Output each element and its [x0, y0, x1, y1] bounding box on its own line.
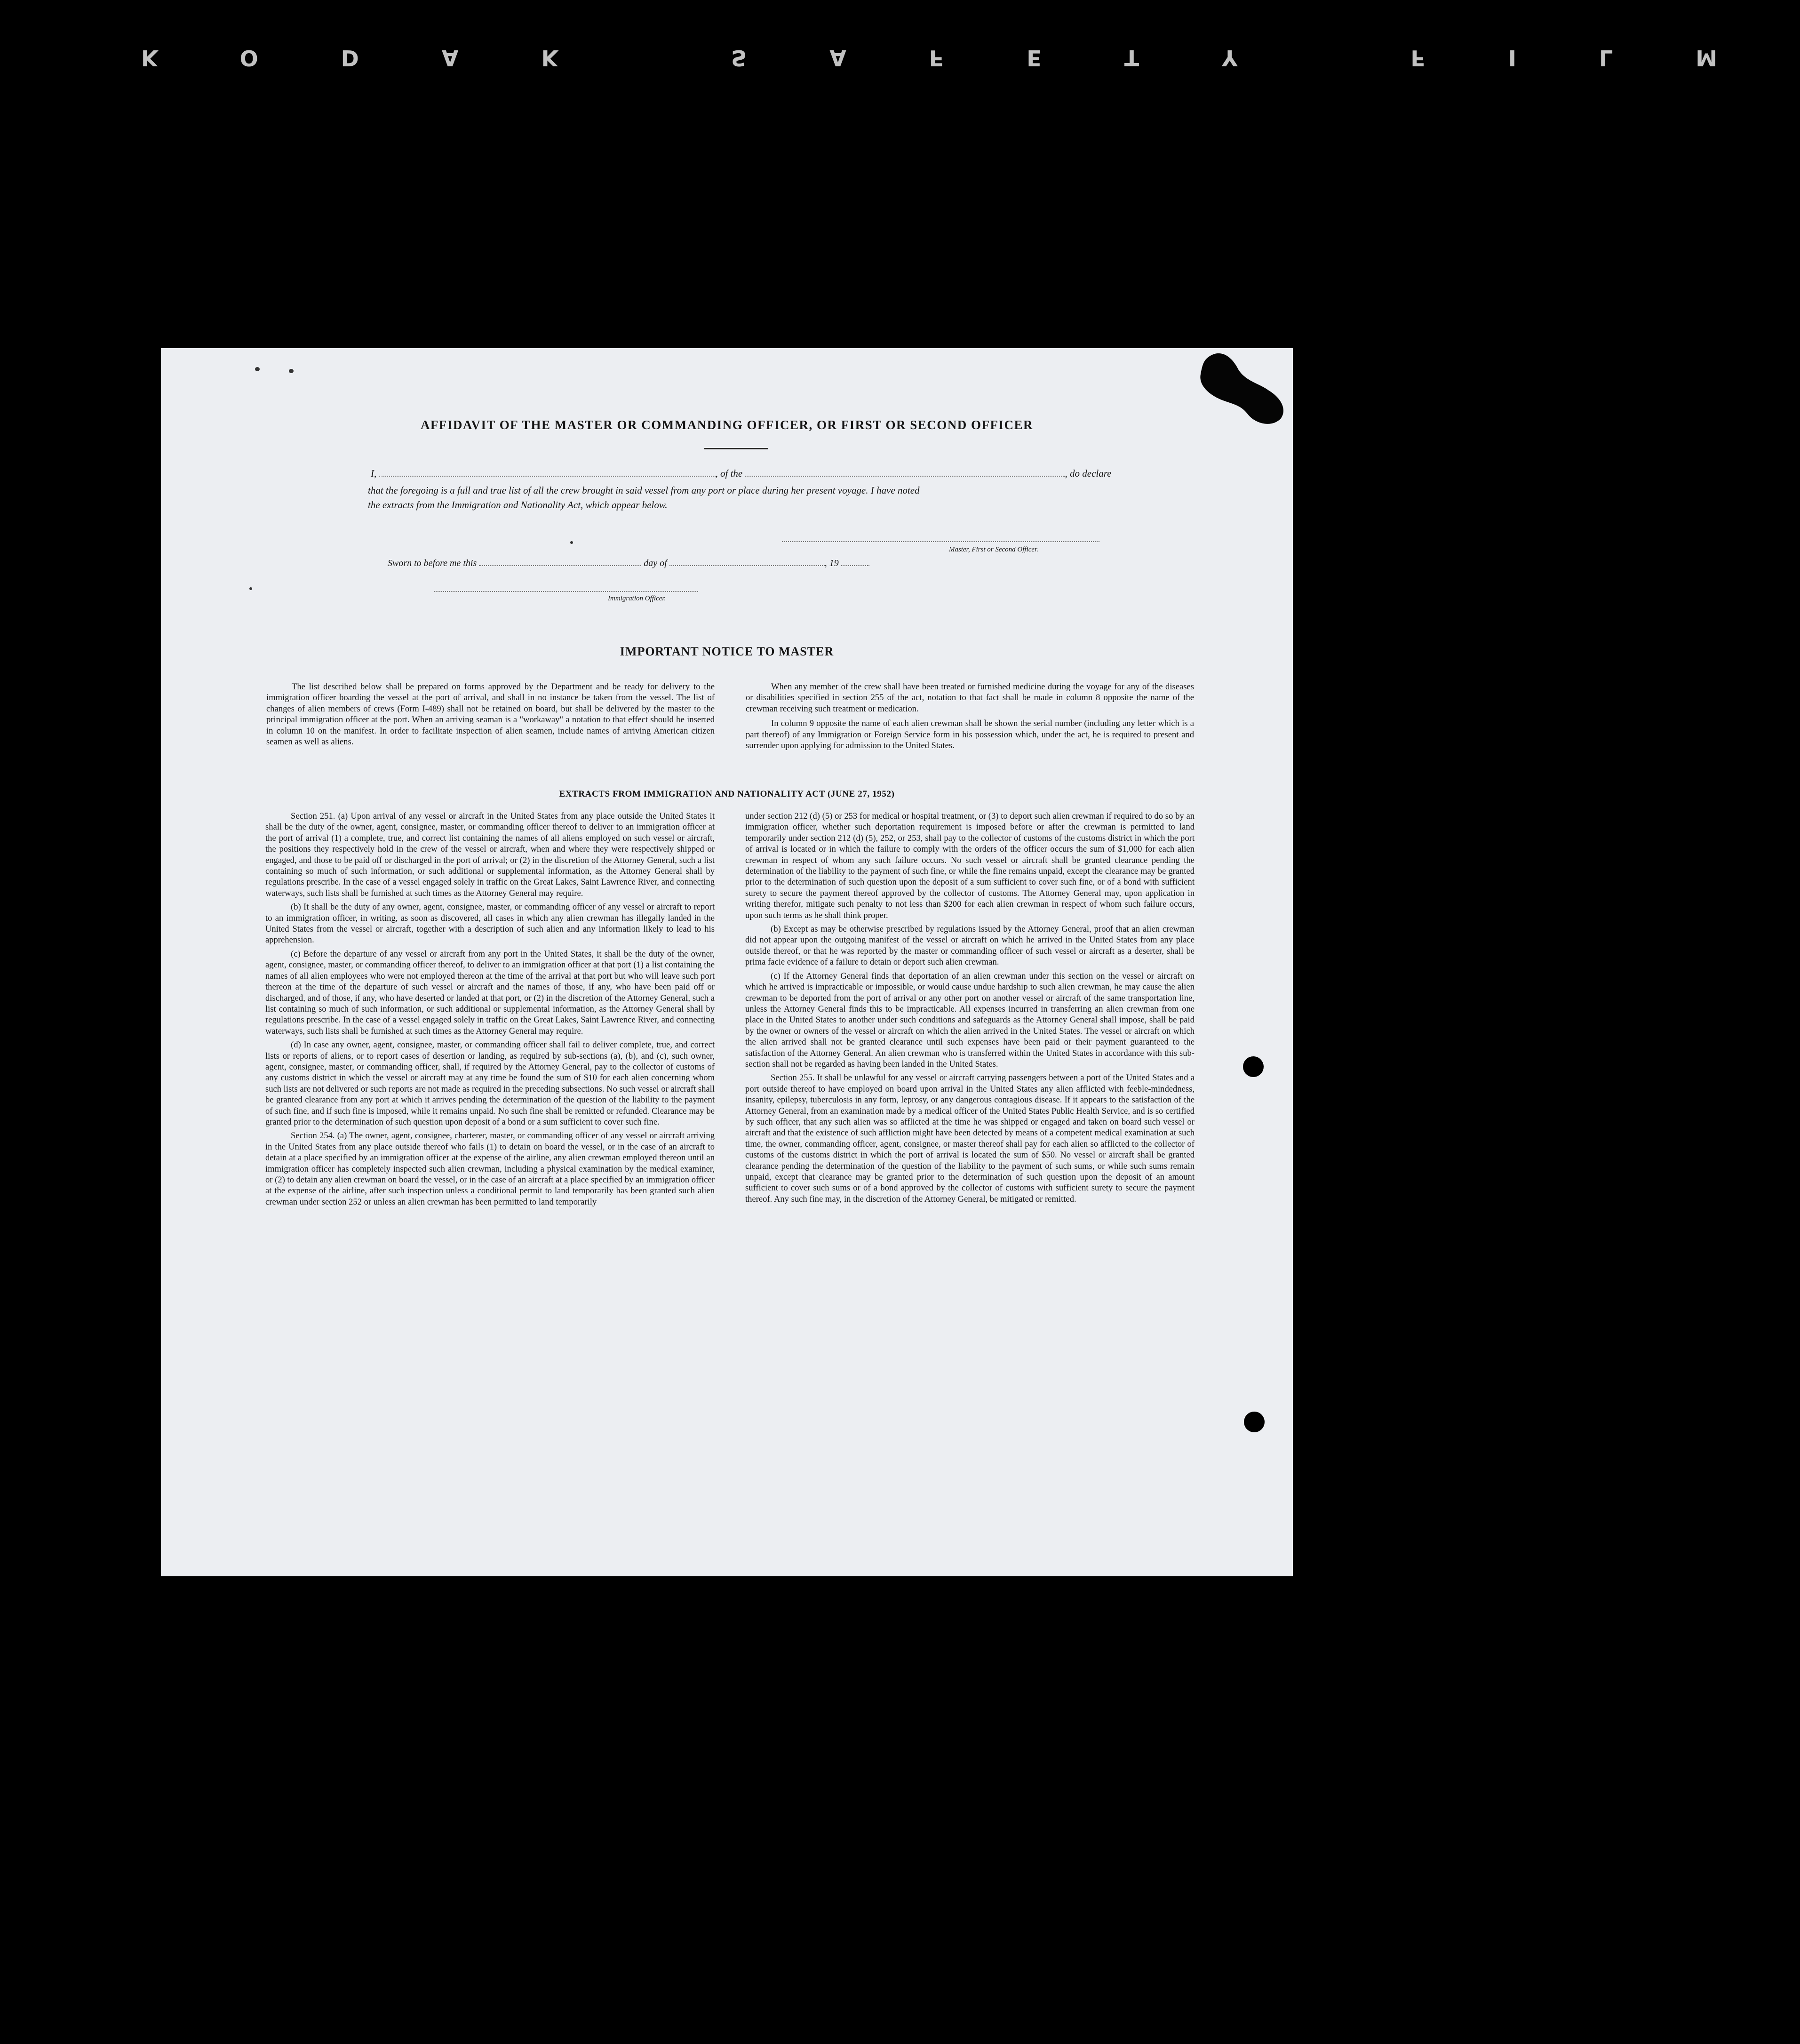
immigration-officer-signature-field[interactable]: [434, 591, 698, 592]
extracts-left-column: [265, 811, 715, 1207]
declarant-prefix: I,: [371, 468, 377, 479]
extracts-title: EXTRACTS FROM IMMIGRATION AND NATIONALITY ACT (JUNE 27, 1952): [559, 789, 895, 799]
speck: [570, 541, 573, 544]
extract-paragraph: (c) Before the departure of any vessel or aircraft from any port in the United States, it shall be the duty of the owner, agent, consignee, master, or commanding officer thereof, to deliver to an immigration officer at that port (1) a list containing the names of all alien employees who were not employed thereon at the time of the arrival at that port but who will leave such port thereon at the time of the departure of such vessel or aircraft and the names of those, if any, who have been paid off or discharged, and of those, if any, who have deserted or landed at that port, or (2) in the discretion of the Attorney General, such a list containing so much of such information, or such additional or supplemental information, as the Attorney General shall by regulations prescribe. In the case of a vessel engaged solely in traffic on the Great Lakes, Saint Lawrence River, and connecting waterways, such lists shall be furnished at such times as the Attorney General may require.: [265, 949, 715, 1036]
extract-paragraph: Section 254. (a) The owner, agent, consignee, charterer, master, or commanding officer of any vessel or aircraft arriving in the United States from any place outside thereof who fails (1) to detain on board the vessel, or in the case of an aircraft to detain at a place specified by an immigration officer at the expense of the airline, any alien crewman employed thereon until an immigration officer has completely inspected such alien crewman, including a physical examination by the medical examiner, or (2) to detain any alien crewman on board the vessel, or in the case of an aircraft at a place specified by an immigration officer at the expense of the airline, after such inspection unless a conditional permit to land temporarily has been granted such alien crewman under section 252 or unless an alien crewman has been permitted to land temporarily: [265, 1131, 715, 1207]
extract-paragraph: (b) It shall be the duty of any owner, agent, consignee, master, or commanding officer of any vessel or aircraft to report to an immigration officer, in writing, as soon as discovered, all cases in which any alien crewman has illegally landed in the United States from the vessel or aircraft, together with a description of such alien and any information likely to lead to his apprehension.: [265, 902, 715, 945]
speck: [255, 367, 260, 371]
declaration-text-2: the extracts from the Immigration and Nationality Act, which appear below.: [368, 499, 668, 511]
document-page: [161, 348, 1293, 1576]
extract-paragraph: under section 212 (d) (5) or 253 for medical or hospital treatment, or (3) to deport such alien crewman if required to do so by an immigration officer, whether such deportation requirement is imposed before or after the crewman is permitted to land temporarily under section 212 (d) (5), 252, or 253, shall pay to the collector of customs of the customs district in which the port of arrival is located or in which the failure to comply with the orders of the officer occurs the sum of $1,000 for each alien crewman in respect of whom any such failure occurs. No such vessel or aircraft shall be granted clearance pending the determination of the liability to the payment of such fine, or while the fine remains unpaid, except the clearance may be granted prior to the determination of such question upon the deposit of a sum sufficient to cover such fine, or of a bond with sufficient surety to secure the payment thereof approved by the collector of customs. The Attorney General may, upon application in writing therefor, mitigate such penalty to not less than $200 for each alien crewman in respect of whom such failure occurs, upon such terms as he shall think proper.: [745, 811, 1195, 920]
day-of-label: day of: [644, 558, 667, 568]
notice-title: IMPORTANT NOTICE TO MASTER: [620, 645, 834, 658]
speck: [249, 587, 252, 590]
declaration-line: [371, 468, 1111, 479]
notice-paragraph: In column 9 opposite the name of each alien crewman shall be shown the serial number (including any letter which is a part thereof) of any Immigration or Foreign Service form in his possession which, under the act, he is required to present and surrender upon applying for admission to the United States.: [746, 719, 1194, 751]
extract-paragraph: Section 251. (a) Upon arrival of any vessel or aircraft in the United States from any place outside the United States it shall be the duty of the owner, agent, consignee, master, or commanding officer thereof to deliver to an immigration officer at the port of arrival (1) a complete, true, and correct list containing the names of all aliens employed on such vessel or aircraft, the positions they respectively hold in the crew of the vessel or aircraft, when and where they were respectively shipped or engaged, and those to be paid off or discharged in the port of arrival; or (2) in the discretion of the Attorney General, such a list containing so much of such information, or such additional or supplemental information, as the Attorney General shall by regulations prescribe. In the case of a vessel engaged solely in traffic on the Great Lakes, Saint Lawrence River, and connecting waterways, such lists shall be furnished at such times as the Attorney General may require.: [265, 811, 715, 898]
extract-paragraph: (c) If the Attorney General finds that deportation of an alien crewman under this section on the vessel or aircraft on which he arrived is impracticable or impossible, or would cause undue hardship to such alien crewman, he may cause the alien crewman to be deported from the port of arrival or any other port on another vessel or aircraft of the same transportation line, unless the Attorney General finds this to be impracticable. All expenses incurred in transferring an alien crewman from one place in the United States to another under such conditions and safeguards as the Attorney General shall impose, shall be paid by the owner or owners of the vessel or aircraft on which the alien arrived in the United States. The vessel or aircraft on which the alien arrived shall not be granted clearance until such expenses have been paid or their payment guaranteed to the satisfaction of the Attorney General. An alien crewman who is transferred within the United States in accordance with this sub-section shall not be regarded as having been landed in the United States.: [745, 971, 1195, 1069]
speck: [289, 369, 294, 373]
master-signature-caption: Master, First or Second Officer.: [949, 546, 1038, 553]
master-signature-field[interactable]: [782, 541, 1099, 542]
notice-left-column: [266, 681, 715, 747]
extracts-right-column: [745, 811, 1195, 1205]
punch-hole: [1244, 1412, 1265, 1432]
declaration-text: that the foregoing is a full and true list of all the crew brought in said vessel from any port or place during her present voyage. I have noted: [368, 485, 920, 496]
affidavit-title: AFFIDAVIT OF THE MASTER OR COMMANDING OFFICER, OR FIRST OR SECOND OFFICER: [420, 418, 1034, 432]
notice-paragraph: When any member of the crew shall have been treated or furnished medicine during the voyage for any of the diseases or disabilities specified in section 255 of the act, notation to that fact shall be made in column 8 opposite the name of the crewman receiving such treatment or medication.: [746, 682, 1194, 714]
notice-right-column: [746, 681, 1194, 751]
notice-paragraph: The list described below shall be prepared on forms approved by the Department and be ready for delivery to the immigration officer boarding the vessel at the port of arrival, and shall in no instance be taken from the vessel. The list of changes of alien members of crews (Form I-489) shall not be retained on board, but shall be delivered by the master to the principal immigration officer at the port. When an arriving seaman is a "workaway" a notation to that effect should be inserted in column 10 on the manifest. In order to facilitate inspection of alien seamen, include names of arriving American citizen seamen as well as aliens.: [266, 682, 715, 747]
vessel-name-field[interactable]: [745, 475, 1065, 477]
immigration-officer-caption: Immigration Officer.: [608, 595, 666, 602]
sworn-prefix: Sworn to before me this: [388, 558, 477, 568]
punch-hole: [1243, 1056, 1264, 1077]
extract-paragraph: Section 255. It shall be unlawful for any vessel or aircraft carrying passengers between a port of the United States and a port outside thereof to have employed on board upon arrival in the United States any alien afflicted with feeble-mindedness, insanity, epilepsy, tuberculosis in any form, leprosy, or any dangerous contagious disease. If it appears to the satisfaction of the Attorney General, from an examination made by a medical officer of the United States Public Health Service, and is so certified by such officer, that any such alien was so afflicted at the time he was shipped or engaged and taken on board such vessel or aircraft and that the existence of such affliction might have been detected by means of a competent medical examination at such time, the owner, commanding officer, agent, consignee, or master thereof shall pay for each alien so afflicted to the collector of customs of the customs district in which the port of arrival is located the sum of $50. No vessel or aircraft shall be granted clearance pending the determination of the question of the liability to the payment of such sums, or while such sums remain unpaid, except that clearance may be granted prior to the determination of such question upon the deposit of an amount sufficient to cover such sums or of a bond approved by the collector of customs with sufficient surety to secure the payment thereof. Any such fine may, in the discretion of the Attorney General, be mitigated or remitted.: [745, 1073, 1195, 1204]
declarant-name-field[interactable]: [379, 475, 716, 477]
declare-suffix: , do declare: [1065, 468, 1112, 479]
sworn-month-field[interactable]: [669, 564, 825, 566]
sworn-year-field[interactable]: [841, 564, 869, 566]
extract-paragraph: (d) In case any owner, agent, consignee, master, or commanding officer shall fail to deliver complete, true, and correct lists or reports of aliens, or to report cases of desertion or landing, as required by sub-sections (a), (b), and (c), such owner, agent, consignee, master, or commanding officer, shall, if required by the Attorney General, pay to the collector of customs of any customs district in which the vessel or aircraft may at any time be found the sum of $10 for each alien concerning whom such lists are not delivered or such reports are not made as required in the preceding subsections. No such vessel or aircraft shall be granted clearance from any port at which it arrives pending the determination of the question of the liability to the payment of such fine, and if such fine is imposed, while it remains unpaid. No such fine shall be remitted or refunded. Clearance may be granted prior to the determination of such question upon deposit of a bond or a sum sufficient to cover such fine.: [265, 1040, 715, 1127]
year-label: , 19: [824, 558, 839, 568]
vessel-prefix: , of the: [715, 468, 743, 479]
extract-paragraph: (b) Except as may be otherwise prescribed by regulations issued by the Attorney General, proof that an alien crewman did not appear upon the outgoing manifest of the vessel or aircraft on which he arrived in the United States from any place outside thereof, or that he was reported by the master or commanding officer of such vessel or aircraft as a deserter, shall be prima facie evidence of a failure to detain or deport such alien crewman.: [745, 924, 1195, 967]
sworn-date-field[interactable]: [479, 564, 641, 566]
film-edge-marking: KODAK SAFETY FILM: [141, 45, 1800, 71]
sworn-line: [388, 558, 869, 569]
title-rule: [704, 448, 768, 449]
